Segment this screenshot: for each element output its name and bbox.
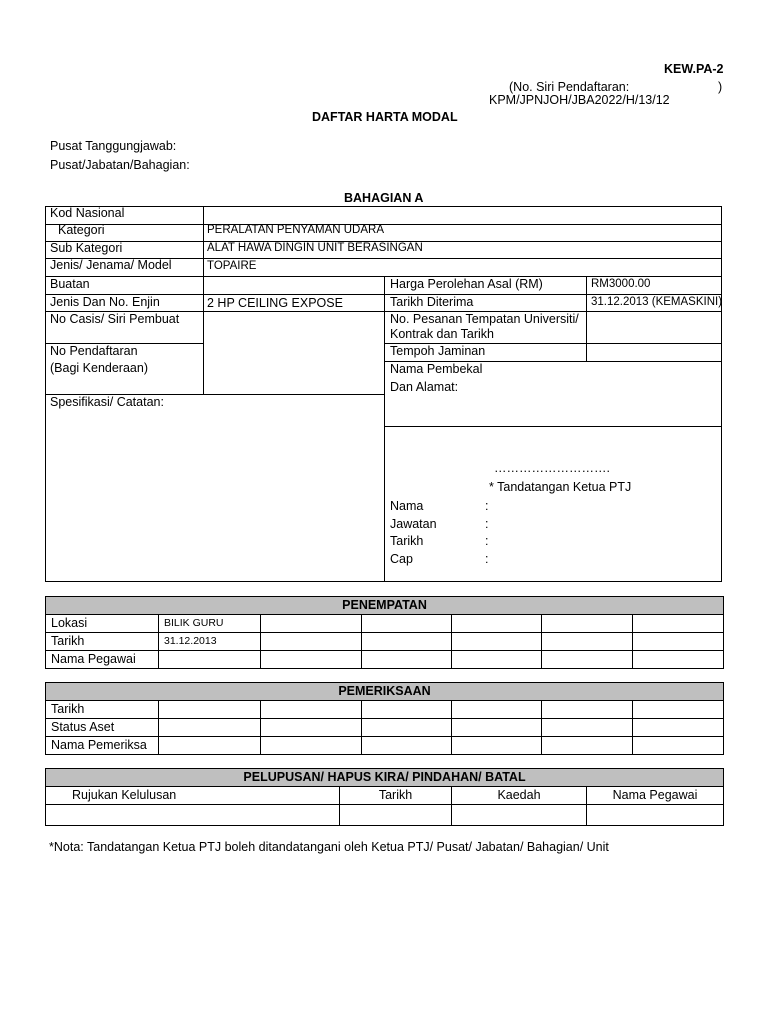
pembekal-label-2: Dan Alamat: xyxy=(390,380,459,394)
pelupusan-col-pegawai: Nama Pegawai xyxy=(587,787,724,805)
nama-label: Nama xyxy=(390,499,424,513)
page-title: DAFTAR HARTA MODAL xyxy=(312,110,458,124)
harga-label: Harga Perolehan Asal (RM) xyxy=(390,277,543,291)
enjin-value: 2 HP CEILING EXPOSE xyxy=(207,296,343,310)
cap-colon: : xyxy=(485,552,489,566)
jenis-model-label: Jenis/ Jenama/ Model xyxy=(50,258,172,272)
penempatan-pegawai-label: Nama Pegawai xyxy=(46,651,159,669)
pemeriksaan-pemeriksa-label: Nama Pemeriksa xyxy=(46,737,159,755)
penempatan-lokasi-value: BILIK GURU xyxy=(159,615,261,633)
sub-kategori-label: Sub Kategori xyxy=(50,241,123,255)
signature-dots: ………………………. xyxy=(494,461,610,475)
enjin-label: Jenis Dan No. Enjin xyxy=(50,295,160,309)
kod-nasional-label: Kod Nasional xyxy=(50,206,125,220)
pusat-tanggungjawab-label: Pusat Tanggungjawab: xyxy=(50,139,177,153)
pesanan-label: No. Pesanan Tempatan Universiti/ xyxy=(390,312,579,326)
penempatan-title: PENEMPATAN xyxy=(46,597,724,615)
jenis-model-value: TOPAIRE xyxy=(207,260,257,272)
penempatan-table xyxy=(45,596,724,669)
tarikh-label: Tarikh xyxy=(390,534,424,548)
jawatan-label: Jawatan xyxy=(390,517,437,531)
pelupusan-table xyxy=(45,768,724,826)
pesanan-label-2: Kontrak dan Tarikh xyxy=(390,327,494,341)
tarikh-diterima-label: Tarikh Diterima xyxy=(390,295,474,309)
pelupusan-title: PELUPUSAN/ HAPUS KIRA/ PINDAHAN/ BATAL xyxy=(46,769,724,787)
footnote: *Nota: Tandatangan Ketua PTJ boleh ditandatangani oleh Ketua PTJ/ Pusat/ Jabatan/ Bahagian/ Unit xyxy=(49,840,609,854)
serial-label: (No. Siri Pendaftaran: xyxy=(509,80,630,94)
serial-value: KPM/JPNJOH/JBA2022/H/13/12 xyxy=(489,93,670,107)
spesifikasi-label: Spesifikasi/ Catatan: xyxy=(50,395,164,409)
pelupusan-col-rujukan: Rujukan Kelulusan xyxy=(46,787,340,805)
penempatan-lokasi-label: Lokasi xyxy=(46,615,159,633)
signature-caption: * Tandatangan Ketua PTJ xyxy=(489,480,632,494)
pelupusan-col-tarikh: Tarikh xyxy=(340,787,452,805)
cap-label: Cap xyxy=(390,552,413,566)
pemeriksaan-table xyxy=(45,682,724,755)
pendaftaran-label: No Pendaftaran xyxy=(50,344,138,358)
buatan-label: Buatan xyxy=(50,277,90,291)
pusat-jabatan-label: Pusat/Jabatan/Bahagian: xyxy=(50,158,190,172)
pemeriksaan-status-label: Status Aset xyxy=(46,719,159,737)
pemeriksaan-tarikh-label: Tarikh xyxy=(46,701,159,719)
sub-kategori-value: ALAT HAWA DINGIN UNIT BERASINGAN xyxy=(207,242,423,254)
harga-value: RM3000.00 xyxy=(591,278,651,290)
pemeriksaan-title: PEMERIKSAAN xyxy=(46,683,724,701)
jawatan-colon: : xyxy=(485,517,489,531)
pendaftaran-note: (Bagi Kenderaan) xyxy=(50,361,148,375)
tarikh-diterima-value: 31.12.2013 (KEMASKINI) xyxy=(591,296,723,308)
casis-label: No Casis/ Siri Pembuat xyxy=(50,312,180,326)
serial-close: ) xyxy=(718,80,723,94)
kategori-value: PERALATAN PENYAMAN UDARA xyxy=(207,224,385,236)
pembekal-label: Nama Pembekal xyxy=(390,362,483,376)
form-code: KEW.PA-2 xyxy=(664,62,724,76)
bahagian-a-title: BAHAGIAN A xyxy=(344,191,424,205)
kategori-label: Kategori xyxy=(58,223,105,237)
penempatan-tarikh-value: 31.12.2013 xyxy=(159,633,261,651)
tempoh-label: Tempoh Jaminan xyxy=(390,344,486,358)
penempatan-tarikh-label: Tarikh xyxy=(46,633,159,651)
tarikh-colon: : xyxy=(485,534,489,548)
nama-colon: : xyxy=(485,499,489,513)
pelupusan-col-kaedah: Kaedah xyxy=(452,787,587,805)
